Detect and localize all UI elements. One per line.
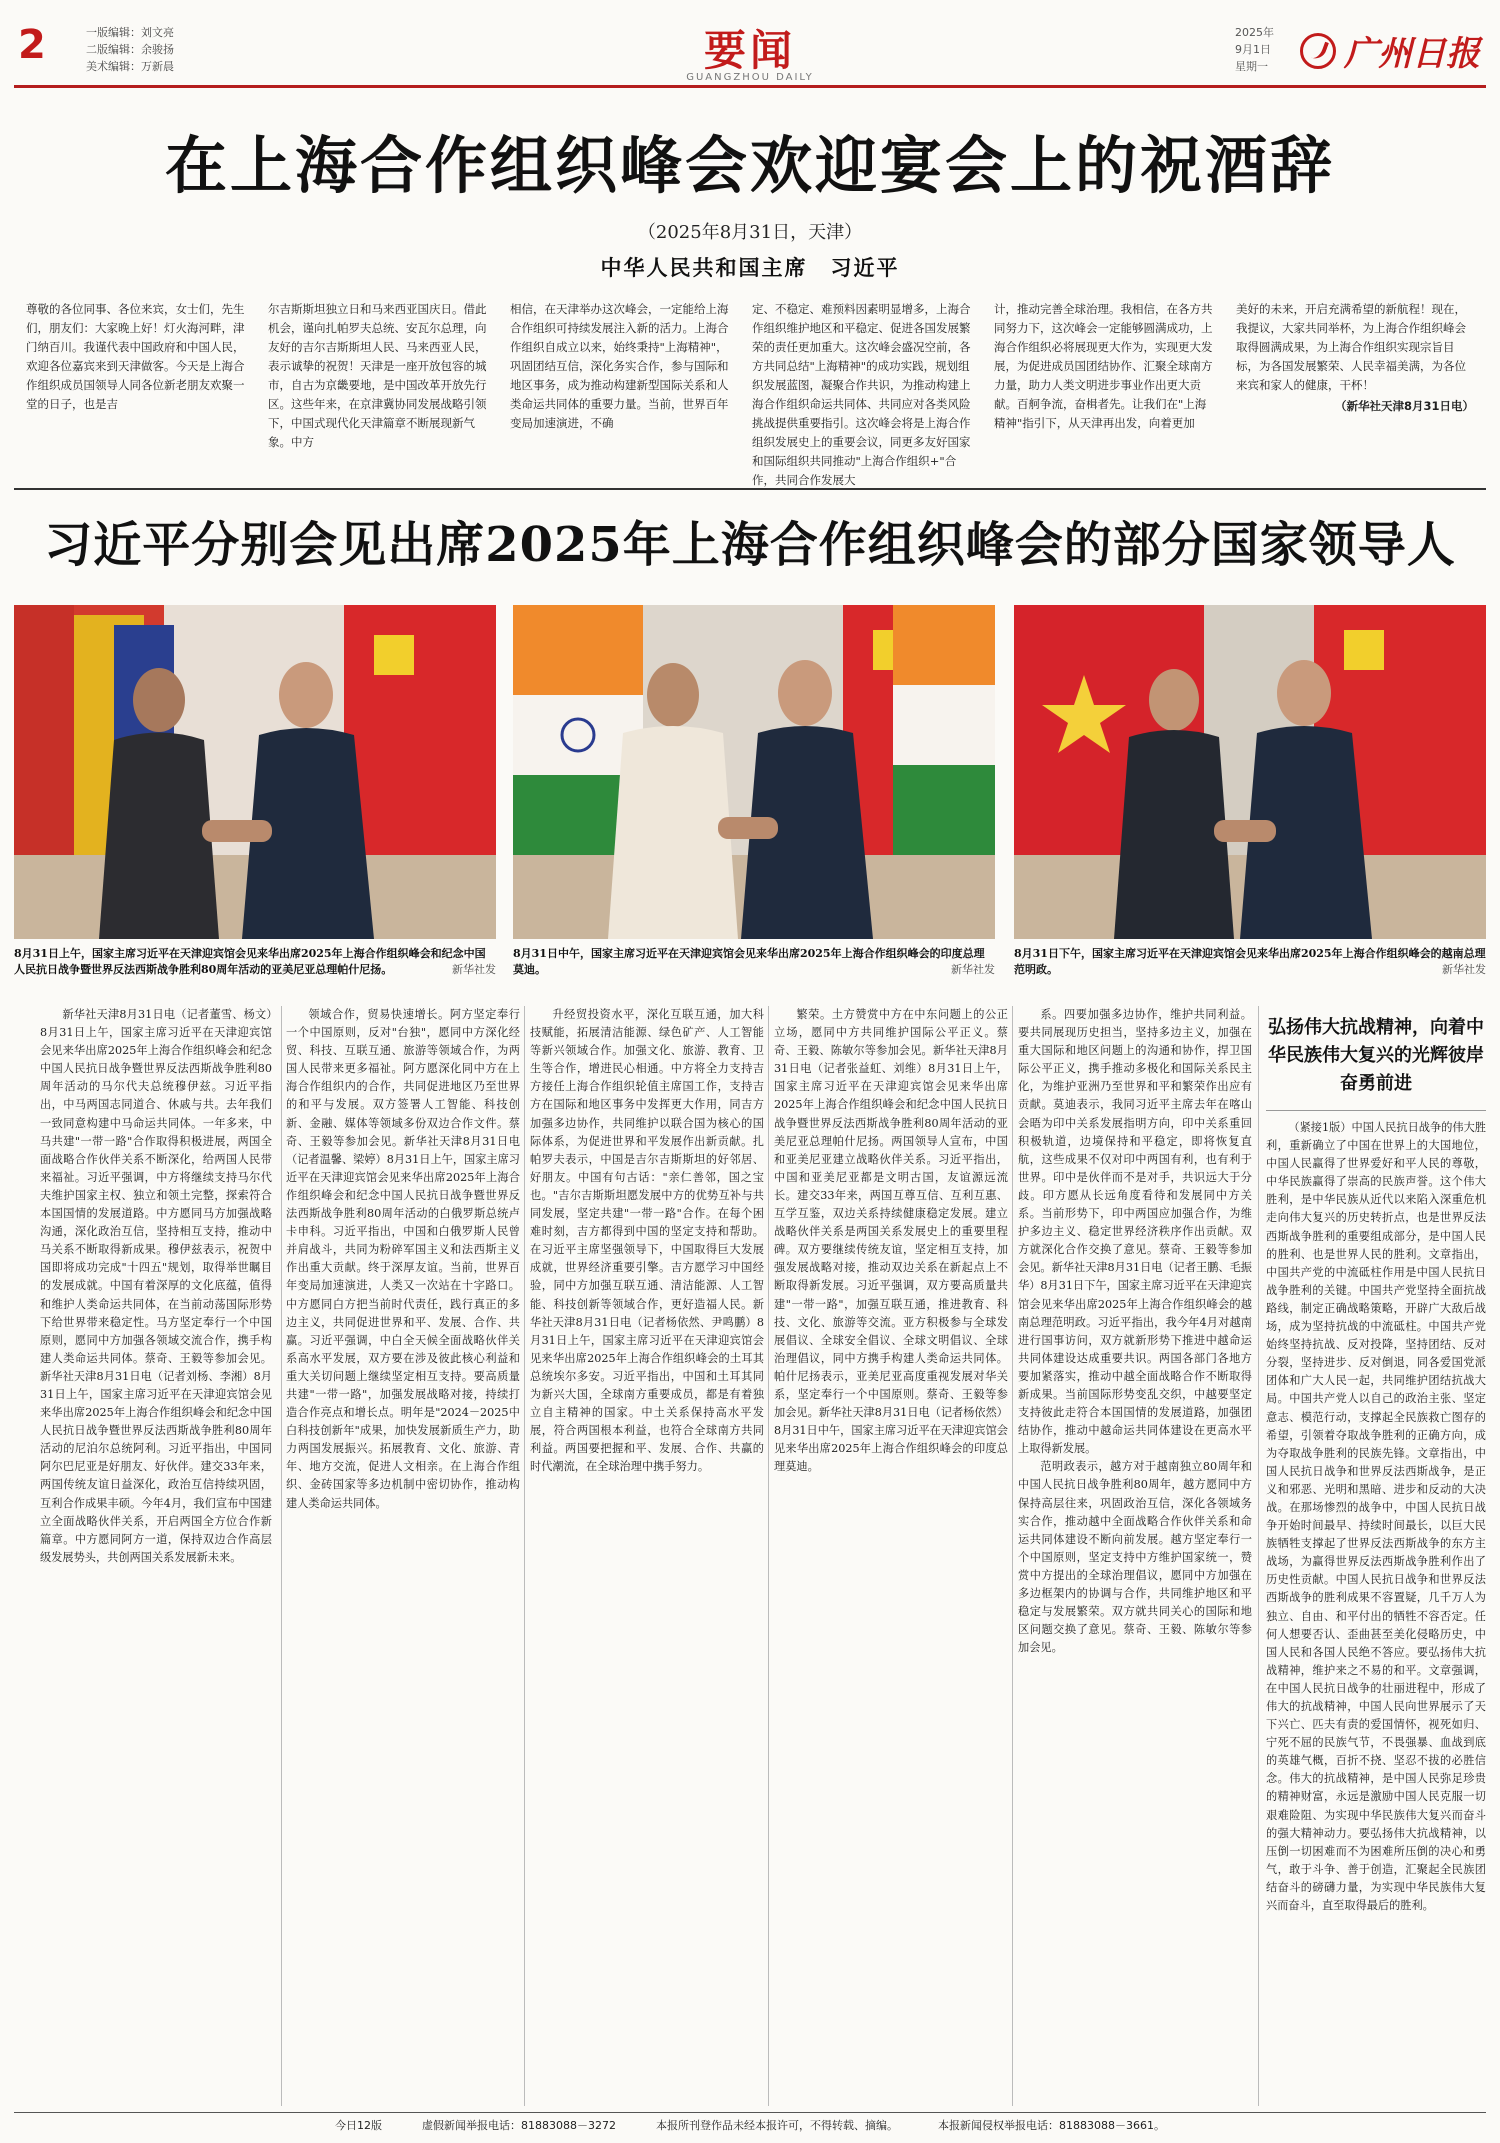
column-divider	[1258, 1006, 1259, 2106]
article-column-2	[286, 1006, 520, 2106]
photo-credit: 新华社发	[1442, 963, 1486, 976]
editor-line: 一版编辑：刘文亮	[86, 26, 174, 39]
headline-meetings: 习近平分别会见出席2025年上海合作组织峰会的部分国家领导人	[44, 517, 1456, 573]
article-column-4	[774, 1006, 1008, 2106]
toast-text: 定、不稳定、难预料因素明显增多，上海合作组织维护地区和平稳定、促进各国发展繁荣的责任更加重大。这次峰会盛况空前，各方共同总结"上海精神"的成功实践，规划组织发展蓝图，凝聚合作共识，为推动构建上海合作组织命运共同体、共同应对各类风险挑战提供重要指引。这次峰会将是上海合作组织发展史上的重要会议，同更多友好国家和国际组织共同推动"上海合作组织+"合作，共同合作发展大	[752, 302, 971, 487]
section-title: 要闻	[703, 26, 796, 75]
footer-hotline: 虚假新闻举报电话：81883088－3272	[422, 2118, 616, 2132]
toast-text: 计，推动完善全球治理。我相信，在各方共同努力下，这次峰会一定能够圆满成功，上海合作组织必将展现更大作为，实现更大发展，为促进成员国团结协作、汇聚全球南方力量，助力人类文明进步事业作出更大贡献。百舸争流，奋楫者先。让我们在"上海精神"指引下，从天津再出发，向着更加	[994, 302, 1213, 430]
photo-caption	[1014, 946, 1486, 998]
column-divider	[768, 1006, 769, 2106]
headline-toast: 在上海合作组织峰会欢迎宴会上的祝酒辞	[164, 129, 1335, 202]
paper-name: 广州日报	[1344, 34, 1480, 74]
toast-sign: （新华社天津8月31日电）	[1334, 399, 1474, 413]
masthead	[14, 14, 1486, 88]
column-divider	[524, 1006, 525, 2106]
section-subtitle: GUANGZHOU DAILY	[686, 72, 814, 83]
toast-column-3	[510, 300, 732, 476]
section-divider	[14, 488, 1486, 490]
photo-armenia-meeting	[14, 605, 496, 939]
column-divider	[1012, 1006, 1013, 2106]
date-year: 2025年	[1235, 26, 1274, 39]
toast-text: 尊敬的各位同事、各位来宾，女士们，先生们，朋友们：大家晚上好！灯火海河畔，津门纳百川。我谨代表中国政府和中国人民，欢迎各位嘉宾来到天津做客。今天是上海合作组织成员国领导人同各位新老朋友欢聚一堂的日子，也是吉	[26, 302, 245, 411]
article-text: 系。四要加强多边协作，维护共同利益。要共同展现历史担当，坚持多边主义，加强在重大国际和地区问题上的沟通和协作，捍卫国际公平正义，携手推动多极化和国际关系民主化，为维护亚洲乃至世界和平和繁荣作出应有贡献。莫迪表示，我同习近平主席去年在喀山会晤为印中关系发展指明方向，印中关系重回积极轨道，边境保持和平稳定，即将恢复直航，这些成果不仅对印中两国有利，也有利于世界。印中是伙伴而不是对手，共识远大于分歧。印方愿从长远角度看待和发展同中方关系。当前形势下，印中两国应加强合作，为维护多边主义、稳定世界经济秩序作出贡献。双方就深化合作交换了意见。蔡奇、王毅等参加会见。新华社天津8月31日电（记者王鹏、毛振华）8月31日下午，国家主席习近平在天津迎宾馆会见来华出席2025年上海合作组织峰会的越南总理范明政。习近平指出，我今年4月对越南进行国事访问，双方就新形势下推进中越命运共同体建设达成重要共识。两国各部门各地方要加紧落实，推动中越全面战略合作不断取得新成果。当前国际形势变乱交织，中越要坚定支持彼此走符合本国国情的发展道路，加强团结协作，推动中越命运共同体建设在更高水平上取得新发展。	[1018, 1008, 1252, 1456]
photo-caption	[14, 946, 496, 998]
footer-rights: 本报所刊登作品未经本报许可，不得转载、摘编。	[656, 2118, 898, 2132]
toast-text: 尔吉斯斯坦独立日和马来西亚国庆日。借此机会，谨向扎帕罗夫总统、安瓦尔总理，向友好的吉尔吉斯斯坦人民、马来西亚人民，表示诚挚的祝贺！天津是一座开放包容的城市，自古为京畿要地，是中国改革开放先行区。这些年来，在京津冀协同发展战略引领下，中国式现代化天津篇章不断展现新气象。中方	[268, 302, 487, 449]
article-text: 领域合作，贸易快速增长。阿方坚定奉行一个中国原则，反对"台独"，愿同中方深化经贸、科技、互联互通、旅游等领域合作，为两国人民带来更多福祉。阿方愿深化同中方在上海合作组织内的合作，共同促进地区乃至世界的和平与发展。双方签署人工智能、科技创新、金融、媒体等领域多份双边合作文件。蔡奇、王毅等参加会见。新华社天津8月31日电（记者温馨、梁婷）8月31日上午，国家主席习近平在天津迎宾馆会见来华出席2025年上海合作组织峰会和纪念中国人民抗日战争暨世界反法西斯战争胜利80周年活动的白俄罗斯总统卢卡申科。习近平指出，中国和白俄罗斯人民曾并肩战斗，共同为粉碎军国主义和法西斯主义作出重大贡献。终于深厚友谊。当前，世界百年变局加速演进，人类又一次站在十字路口。中方愿同白方把当前时代责任，践行真正的多边主义，共同促进世界和平、发展、合作、共赢。习近平强调，中白全天候全面战略伙伴关系高水平发展，双方要在涉及彼此核心利益和重大关切问题上继续坚定相互支持。要高质量共建"一带一路"，加强发展战略对接，持续打造合作亮点和增长点。明年是"2024－2025中白科技创新年"成果，加快发展新质生产力，助力两国发展振兴。拓展教育、文化、旅游、青年、地方交流，促进人文相亲。在上海合作组织、金砖国家等多边机制中密切协作，推动构建人类命运共同体。	[286, 1008, 520, 1510]
page-footer	[14, 2112, 1486, 2136]
article-column-5	[1018, 1006, 1252, 2106]
article-text: 新华社天津8月31日电（记者董雪、杨文）8月31日上午，国家主席习近平在天津迎宾馆会见来华出席2025年上海合作组织峰会和纪念中国人民抗日战争暨世界反法西斯战争胜利80周年活动的马尔代夫总统穆伊兹。习近平指出，中马两国志同道合、休戚与共。去年我们一致同意构建中马命运共同体。一年多来，中马共建"一带一路"合作取得积极进展，两国全面战略合作伙伴关系不断深化，给两国人民带来福祉。习近平强调，中方将继续支持马尔代夫维护国家主权、独立和领土完整，探索符合本国国情的发展道路。中方愿同马方加强战略沟通，深化政治互信，坚持相互支持，推动中马关系不断取得新成果。穆伊兹表示，祝贺中国即将成功完成"十四五"规划，取得举世瞩目的发展成就。中国有着深厚的文化底蕴，值得和维护人类命运共同体，在当前动荡国际形势下给世界带来稳定性。马方坚定奉行一个中国原则，愿同中方加强各领域交流合作，携手构建人类命运共同体。蔡奇、王毅等参加会见。新华社天津8月31日电（记者刘杨、李湘）8月31日上午，国家主席习近平在天津迎宾馆会见来华出席2025年上海合作组织峰会和纪念中国人民抗日战争暨世界反法西斯战争胜利80周年活动的尼泊尔总统阿利。习近平指出，中国同阿尔巴尼亚是好朋友、好伙伴。建交33年来，两国传统友谊日益深化，政治互信持续巩固，互利合作成果丰硕。今年4月，我们宣布中国建立全面战略伙伴关系，开启两国全方位合作新篇章。中方愿同阿方一道，保持双边合作高层级发展势头，共创两国关系发展新未来。	[40, 1008, 272, 1564]
caption-text: 8月31日上午，国家主席习近平在天津迎宾馆会见来华出席2025年上海合作组织峰会和纪念中国人民抗日战争暨世界反法西斯战争胜利80周年活动的亚美尼亚总理帕什尼扬。	[14, 947, 486, 976]
toast-column-5	[994, 300, 1216, 476]
toast-column-6	[1236, 300, 1474, 476]
editor-line: 二版编辑：余骏扬	[86, 43, 174, 56]
footer-report: 本报新闻侵权举报电话：81883088－3661。	[938, 2118, 1165, 2132]
column-divider	[281, 1006, 282, 2106]
toast-text: 相信，在天津举办这次峰会，一定能给上海合作组织可持续发展注入新的活力。上海合作组织自成立以来，始终秉持"上海精神"，巩固团结互信，深化务实合作，参与国际和地区事务，成为推动构建新型国际关系和人类命运共同体的重要力量。当前，世界百年变局加速演进，不确	[510, 302, 729, 430]
toast-text: 美好的未来，开启充满希望的新航程！现在，我提议，大家共同举杯，为上海合作组织峰会取得圆满成果，为上海合作组织实现宗旨目标，为各国发展繁荣、人民幸福美满，为各位来宾和家人的健康，干杯！	[1236, 302, 1466, 392]
logo-icon	[1300, 33, 1336, 69]
article-column-1	[40, 1006, 272, 2106]
sidebar-title: 弘扬伟大抗战精神，向着中华民族伟大复兴的光辉彼岸奋勇前进	[1266, 1006, 1486, 1111]
photo-credit: 新华社发	[951, 963, 995, 976]
issue-date	[1235, 24, 1274, 75]
photo-caption	[513, 946, 995, 998]
photo-india-meeting	[513, 605, 995, 939]
page-number: 2	[18, 22, 46, 68]
toast-column-2	[268, 300, 490, 476]
photo-vietnam-meeting	[1014, 605, 1486, 939]
editor-line: 美术编辑：万新晨	[86, 60, 174, 73]
article-column-3	[530, 1006, 764, 2106]
date-day: 9月1日	[1235, 43, 1271, 56]
article-text: 范明政表示，越方对于越南独立80周年和中国人民抗日战争胜利80周年，越方愿同中方保持高层往来，巩固政治互信，深化各领域务实合作，推动越中全面战略合作伙伴关系和命运共同体建设不断向前发展。越方坚定奉行一个中国原则，坚定支持中方维护国家统一，赞赏中方提出的全球治理倡议，愿同中方加强在多边框架内的协调与合作，共同维护地区和平稳定与发展繁荣。双方就共同关心的国际和地区问题交换了意见。蔡奇、王毅、陈敏尔等参加会见。	[1018, 1460, 1252, 1655]
date-weekday: 星期一	[1235, 60, 1268, 73]
toast-column-4	[752, 300, 974, 487]
photo-credit: 新华社发	[452, 963, 496, 976]
footer-pages: 今日12版	[335, 2118, 383, 2132]
paper-logo	[1300, 26, 1480, 75]
toast-byline: 中华人民共和国主席 习近平	[600, 256, 900, 280]
toast-column-1	[26, 300, 248, 476]
article-text: 升经贸投资水平，深化互联互通，加大科技赋能，拓展清洁能源、绿色矿产、人工智能等新兴领域合作。加强文化、旅游、教育、卫生等合作，增进民心相通。中方将全力支持吉方接任上海合作组织轮值主席国工作，支持吉方在国际和地区事务中发挥更大作用，同吉方加强多边协作，共同维护以联合国为核心的国际体系，为促进世界和平发展作出新贡献。扎帕罗夫表示，中国是吉尔吉斯斯坦的好邻居、好朋友。中国有句古话："亲仁善邻，国之宝也。"吉尔吉斯斯坦愿发展中方的优势互补与共同发展，坚定共建"一带一路"合作。在每个困难时刻，吉方都得到中国的坚定支持和帮助。在习近平主席坚强领导下，中国取得巨大发展成就，世界经济重要引擎。吉方愿学习中国经验，同中方加强互联互通、清洁能源、人工智能、科技创新等领域合作，更好造福人民。新华社天津8月31日电（记者杨依然、尹鸣鹏）8月31日上午，国家主席习近平在天津迎宾馆会见来华出席2025年上海合作组织峰会的土耳其总统埃尔多安。习近平指出，中国和土耳其同为新兴大国，全球南方重要成员，都是有着独立自主精神的国家。中土关系保持高水平发展，符合两国根本利益，也符合全球南方共同利益。两国要把握和平、发展、合作、共赢的时代潮流，在全球治理中携手努力。	[530, 1008, 764, 1474]
caption-text: 8月31日下午，国家主席习近平在天津迎宾馆会见来华出席2025年上海合作组织峰会的越南总理范明政。	[1014, 947, 1486, 976]
sidebar-text: （紧接1版）中国人民抗日战争的伟大胜利，重新确立了中国在世界上的大国地位，中国人民赢得了世界爱好和平人民的尊敬，中华民族赢得了崇高的民族声誉。这个伟大胜利，是中华民族从近代以来陷入深重危机走向伟大复兴的历史转折点，也是世界反法西斯战争胜利的重要组成部分，是中国人民的胜利、也是世界人民的胜利。文章指出，中国共产党的中流砥柱作用是中国人民抗日战争胜利的关键。中国共产党坚持全面抗战路线，制定正确战略策略，开辟广大敌后战场，成为坚持抗战的中流砥柱。中国共产党始终坚持抗战、反对投降，坚持团结、反对分裂，坚持进步、反对倒退，同各爱国党派团体和广大人民一起，共同维护团结抗战大局。中国共产党人以自己的政治主张、坚定意志、模范行动，支撑起全民族救亡图存的希望，引领着夺取战争胜利的正确方向，成为夺取战争胜利的民族先锋。文章指出，中国人民抗日战争和世界反法西斯战争，是正义和邪恶、光明和黑暗、进步和反动的大决战。在那场惨烈的战争中，中国人民抗日战争开始时间最早、持续时间最长，以巨大民族牺牲支撑起了世界反法西斯战争的东方主战场，为赢得世界反法西斯战争胜利作出了历史性贡献。中国人民抗日战争和世界反法西斯战争的胜利成果不容置疑，几千万人为独立、自由、和平付出的牺牲不容否定。任何人想要否认、歪曲甚至美化侵略历史，中国人民和各国人民绝不答应。要弘扬伟大抗战精神，维护来之不易的和平。文章强调，在中国人民抗日战争的壮丽进程中，形成了伟大的抗战精神，中国人民向世界展示了天下兴亡、匹夫有责的爱国情怀，视死如归、宁死不屈的民族气节，不畏强暴、血战到底的英雄气概，百折不挠、坚忍不拔的必胜信念。伟大的抗战精神，是中国人民弥足珍贵的精神财富，永远是激励中国人民克服一切艰难险阻、为实现中华民族伟大复兴而奋斗的强大精神动力。要弘扬伟大抗战精神，以压倒一切困难而不为困难所压倒的决心和勇气，敢于斗争、善于创造，汇聚起全民族团结奋斗的磅礴力量，为实现中华民族伟大复兴而奋斗，直至取得最后的胜利。	[1266, 1121, 1486, 1913]
caption-text: 8月31日中午，国家主席习近平在天津迎宾馆会见来华出席2025年上海合作组织峰会的印度总理莫迪。	[513, 947, 985, 976]
article-text: 繁荣。土方赞赏中方在中东问题上的公正立场，愿同中方共同维护国际公平正义。蔡奇、王毅、陈敏尔等参加会见。新华社天津8月31日电（记者张益虹、刘维）8月31日上午，国家主席习近平在天津迎宾馆会见来华出席2025年上海合作组织峰会和纪念中国人民抗日战争暨世界反法西斯战争胜利80周年活动的亚美尼亚总理帕什尼扬。两国领导人宣布，中国和亚美尼亚建立战略伙伴关系。习近平指出，中国和亚美尼亚都是文明古国，友谊源远流长。建交33年来，两国互尊互信、互利互惠、互学互鉴，双边关系持续健康稳定发展。建立战略伙伴关系是两国关系发展史上的重要里程碑。双方要继续传统友谊，坚定相互支持，加强发展战略对接，推动双边关系在新起点上不断取得新发展。习近平强调，双方要高质量共建"一带一路"，加强互联互通，推进教育、科技、文化、旅游等交流。亚方积极参与全球发展倡议、全球安全倡议、全球文明倡议、全球治理倡议，同中方携手构建人类命运共同体。帕什尼扬表示，亚美尼亚高度重视发展对华关系，坚定奉行一个中国原则。蔡奇、王毅等参加会见。新华社天津8月31日电（记者杨依然）8月31日中午，国家主席习近平在天津迎宾馆会见来华出席2025年上海合作组织峰会的印度总理莫迪。	[774, 1008, 1008, 1474]
sidebar-commentary	[1266, 1006, 1486, 2106]
toast-dateline: （2025年8月31日，天津）	[637, 222, 863, 243]
sidebar-body	[1266, 1119, 1486, 1915]
